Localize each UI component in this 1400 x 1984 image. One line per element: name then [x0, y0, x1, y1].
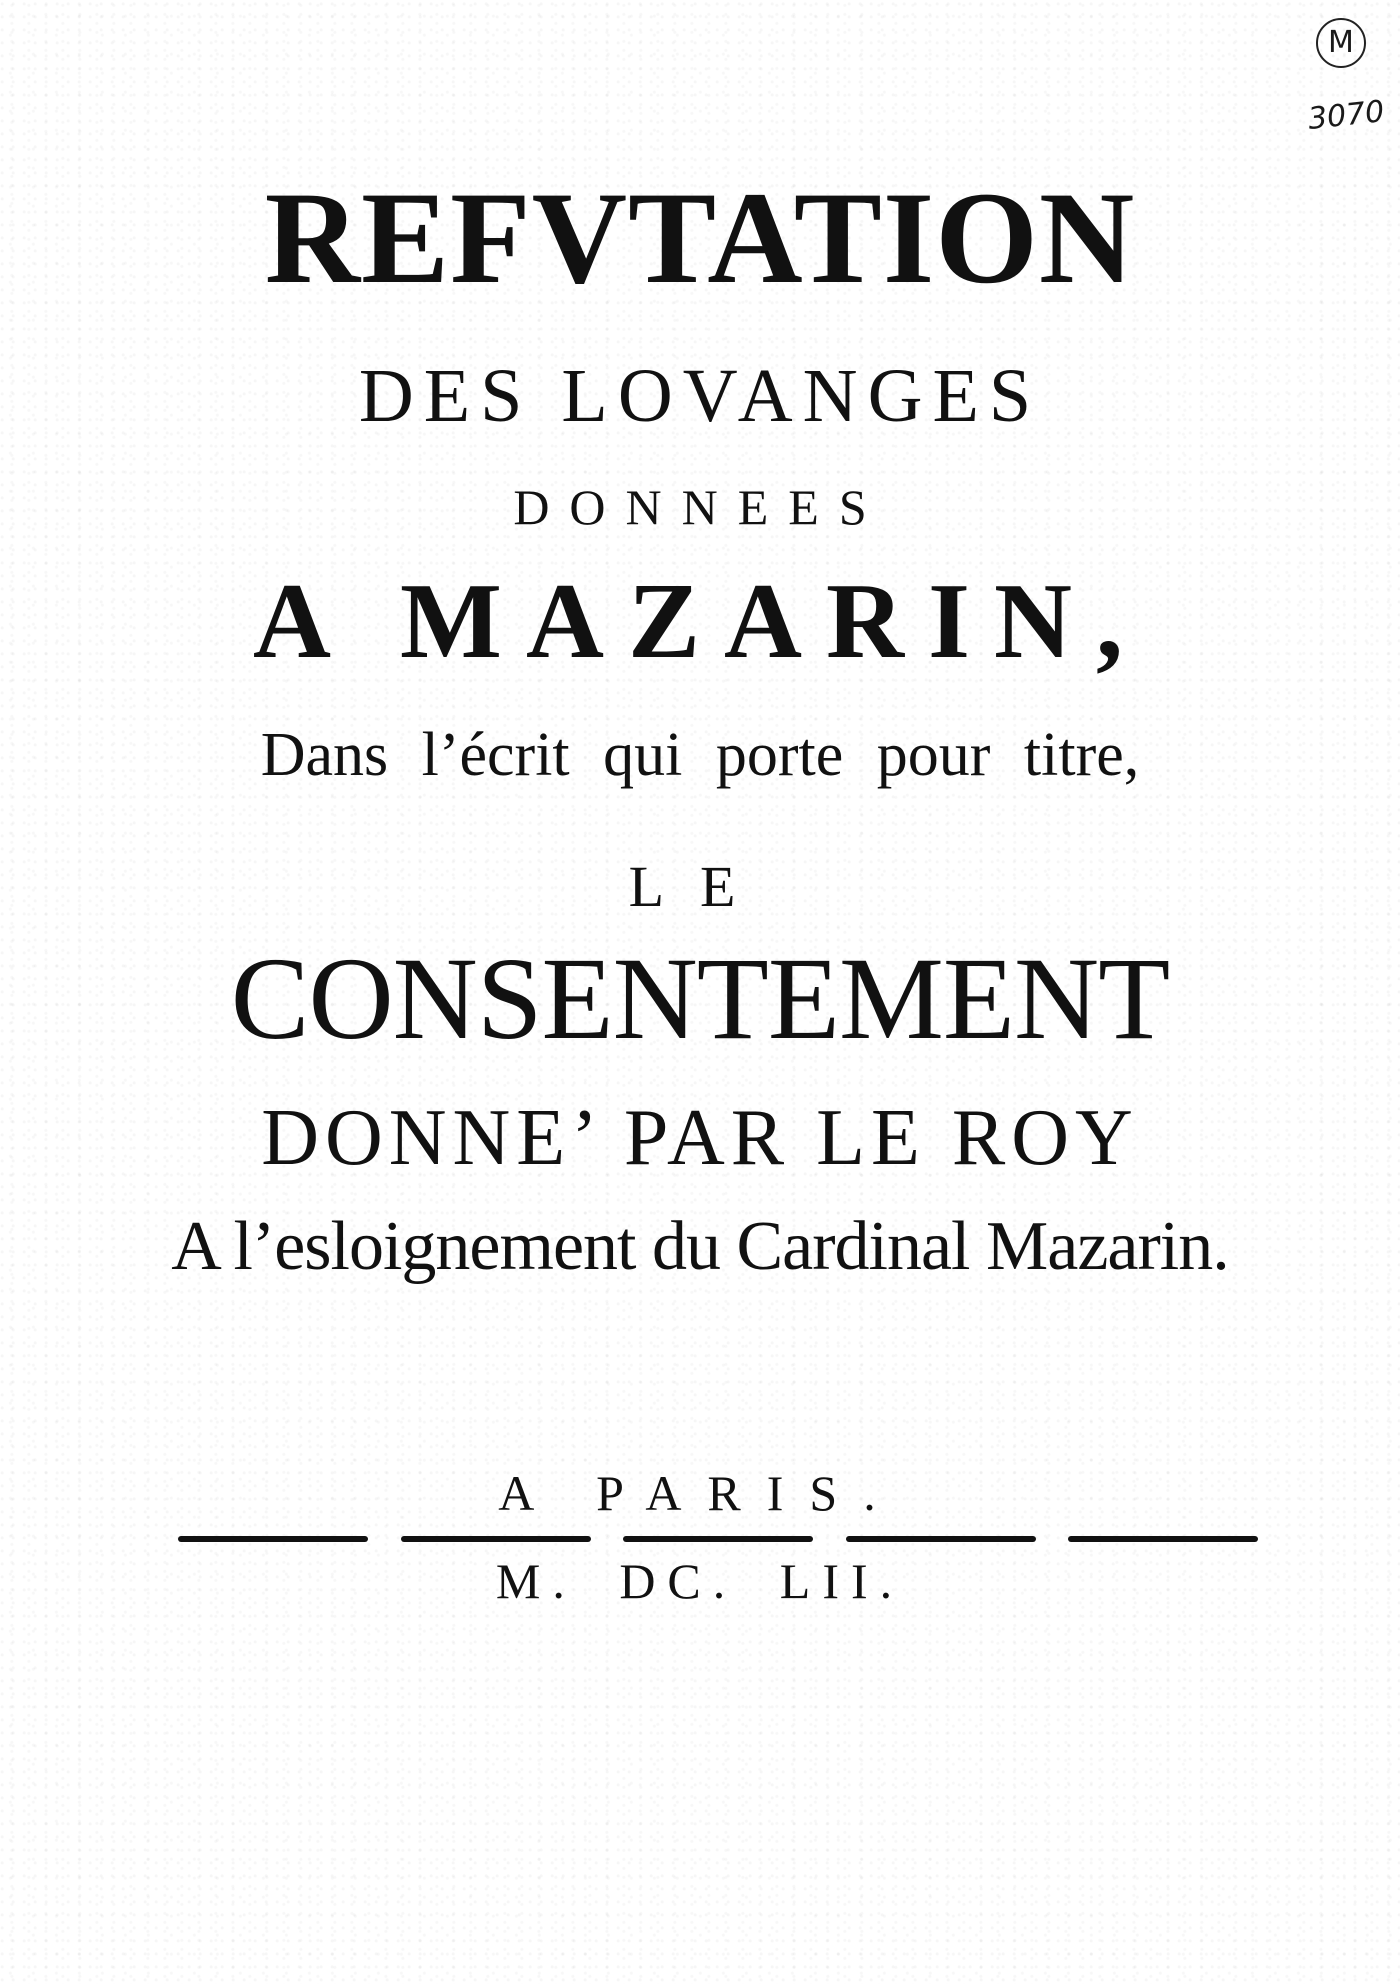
- work-subtitle: DONNE’ PAR LE ROY: [261, 1094, 1139, 1182]
- imprint-place: A PARIS.: [498, 1465, 902, 1521]
- call-number: 3070: [1306, 94, 1386, 137]
- imprint-date: M. DC. LII.: [495, 1553, 905, 1609]
- article-line: LE: [628, 854, 772, 919]
- rule-segment: [623, 1536, 813, 1542]
- rule-segment: [401, 1536, 591, 1542]
- work-tail: A l’esloignement du Cardinal Mazarin.: [171, 1208, 1229, 1285]
- library-stamp: M: [1316, 18, 1366, 68]
- library-marginalia: [1306, 18, 1386, 158]
- intro-line: Dans l’écrit qui porte pour titre,: [260, 721, 1140, 789]
- rule-segment: [1068, 1536, 1258, 1542]
- subject-line: A MAZARIN,: [252, 562, 1147, 681]
- work-title: CONSENTEMENT: [230, 933, 1170, 1064]
- imprint-rule: [178, 1536, 1258, 1542]
- rule-segment: [178, 1536, 368, 1542]
- subtitle-line-2: DONNEES: [513, 479, 887, 535]
- main-title: REFVTATION: [264, 164, 1136, 311]
- subtitle-line-1: DES LOVANGES: [358, 354, 1042, 438]
- rule-segment: [846, 1536, 1036, 1542]
